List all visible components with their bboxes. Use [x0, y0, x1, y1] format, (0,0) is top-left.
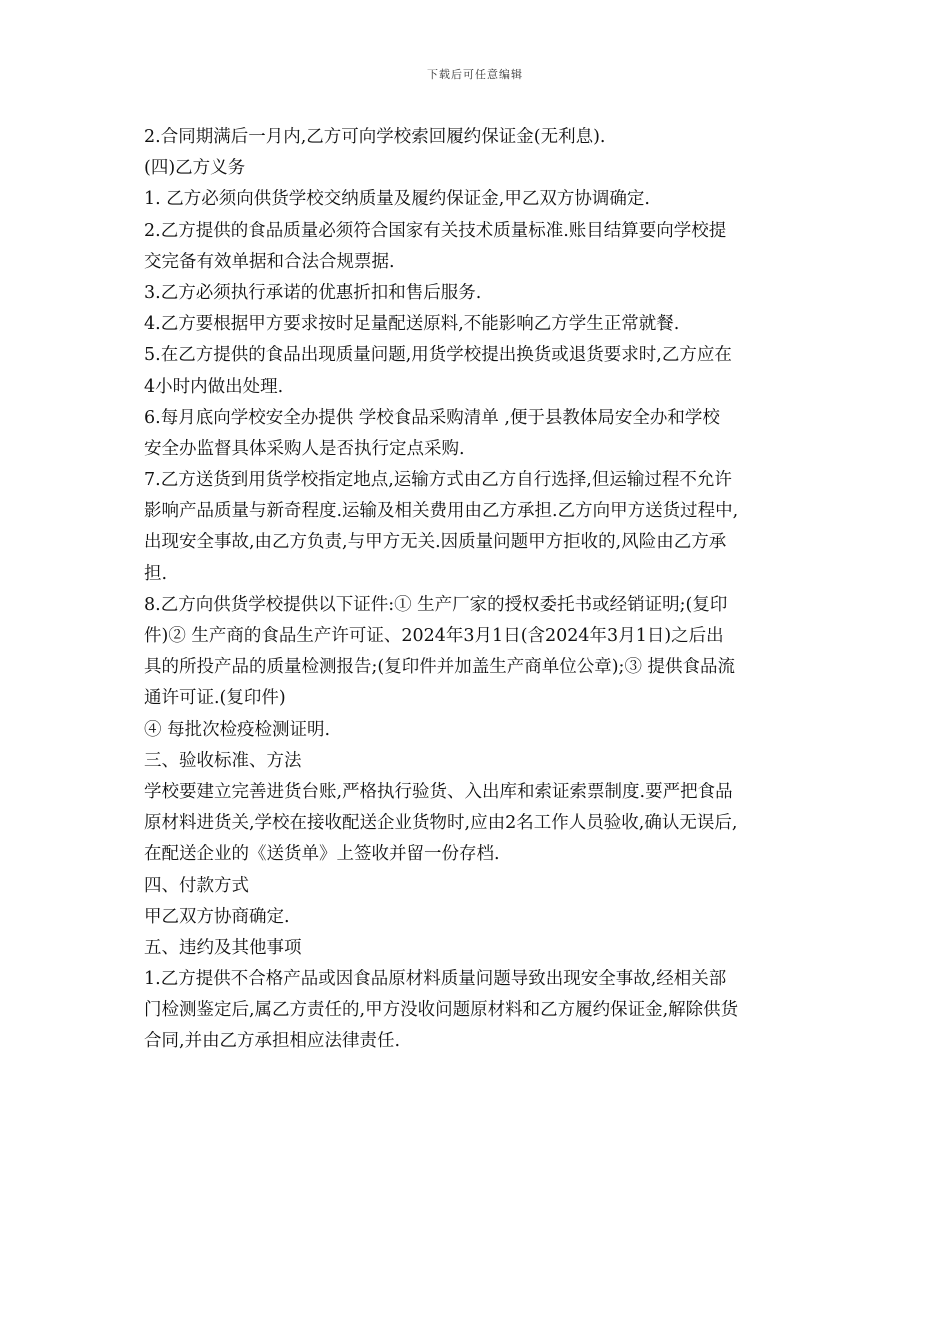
text-line: 具的所投产品的质量检测报告;(复印件并加盖生产商单位公章);③ 提供食品流 [144, 657, 736, 678]
text-line: 影响产品质量与新奇程度.运输及相关费用由乙方承担.乙方向甲方送货过程中, [144, 501, 739, 522]
text-line: 出现安全事故,由乙方负责,与甲方无关.因质量问题甲方拒收的,风险由乙方承 [144, 532, 727, 553]
text-line: 2.合同期满后一月内,乙方可向学校索回履约保证金(无利息). [144, 127, 606, 147]
text-line: 件)② 生产商的食品生产许可证、2024年3月1日(含2024年3月1日)之后出 [144, 626, 724, 646]
text-line: 5.在乙方提供的食品出现质量问题,用货学校提出换货或退货要求时,乙方应在 [144, 345, 732, 366]
text-line: 7.乙方送货到用货学校指定地点,运输方式由乙方自行选择,但运输过程不允许 [144, 470, 732, 491]
text-line: 门检测鉴定后,属乙方责任的,甲方没收问题原材料和乙方履约保证金,解除供货 [144, 1000, 739, 1021]
text-line: 2.乙方提供的食品质量必须符合国家有关技术质量标准.账目结算要向学校提 [144, 220, 727, 241]
text-line: 安全办监督具体采购人是否执行定点采购. [144, 438, 465, 459]
text-line: 4.乙方要根据甲方要求按时足量配送原料,不能影响乙方学生正常就餐. [144, 314, 680, 335]
text-line: ④ 每批次检疫检测证明. [144, 719, 331, 740]
text-line: 在配送企业的《送货单》上签收并留一份存档. [144, 844, 500, 865]
text-line: 学校要建立完善进货台账,严格执行验货、入出库和索证索票制度.要严把食品 [144, 781, 733, 802]
page-header: 下载后可任意编辑 [427, 68, 523, 81]
text-line: 4小时内做出处理. [144, 376, 284, 397]
text-line: 1.乙方提供不合格产品或因食品原材料质量问题导致出现安全事故,经相关部 [144, 969, 727, 990]
text-line: 合同,并由乙方承担相应法律责任. [144, 1031, 401, 1052]
text-line: 8.乙方向供货学校提供以下证件:① 生产厂家的授权委托书或经销证明;(复印 [144, 594, 728, 615]
text-line: 三、验收标准、方法 [144, 750, 302, 771]
text-line: 6.每月底向学校安全办提供 学校食品采购清单 ,便于县教体局安全办和学校 [144, 407, 720, 428]
text-line: 通许可证.(复印件) [144, 688, 286, 709]
text-line: 担. [144, 563, 168, 584]
text-line: 1. 乙方必须向供货学校交纳质量及履约保证金,甲乙双方协调确定. [144, 189, 650, 210]
text-line: 五、违约及其他事项 [144, 937, 302, 958]
text-line: 3.乙方必须执行承诺的优惠折扣和售后服务. [144, 282, 482, 303]
text-line: 甲乙双方协商确定. [144, 906, 290, 927]
text-line: 四、付款方式 [144, 875, 249, 896]
document-body [144, 122, 814, 1058]
text-line: (四)乙方义务 [144, 158, 246, 179]
text-line: 交完备有效单据和合法合规票据. [144, 251, 395, 272]
text-line: 原材料进货关,学校在接收配送企业货物时,应由2名工作人员验收,确认无误后, [144, 813, 738, 834]
